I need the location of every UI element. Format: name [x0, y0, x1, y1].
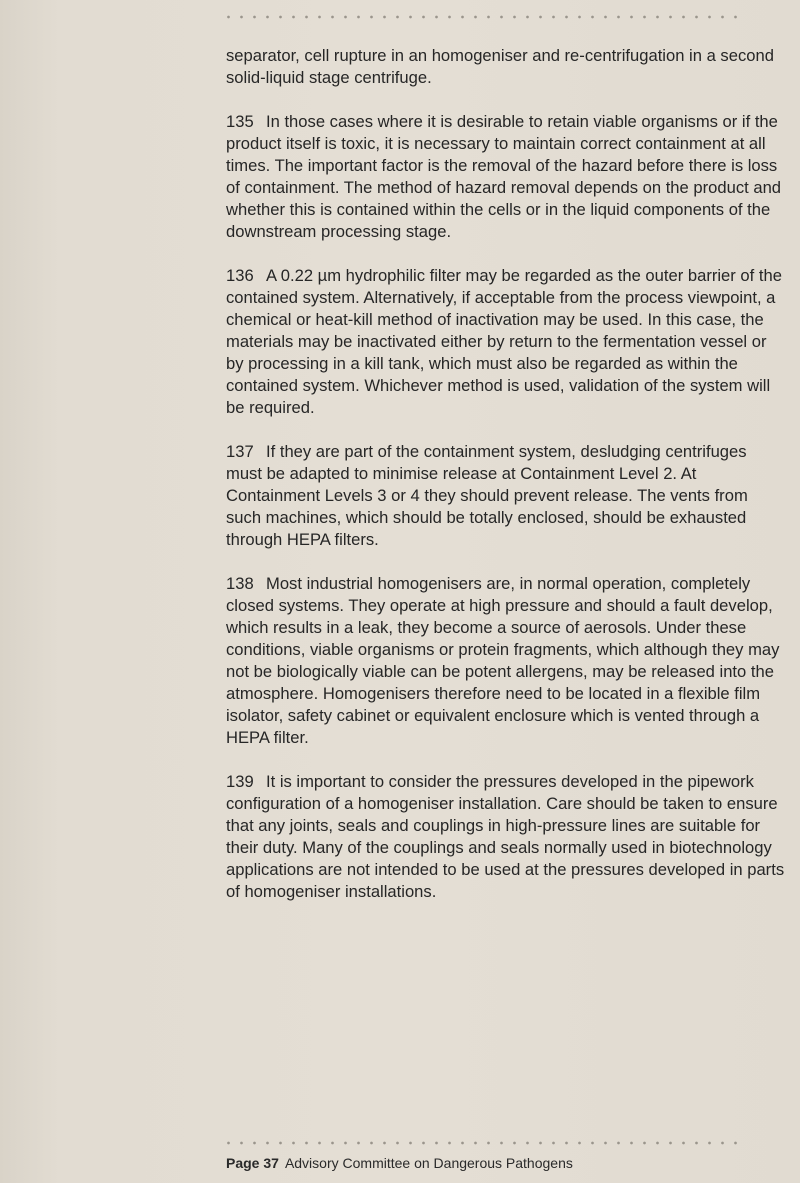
- paragraph-text: In those cases where it is desirable to retain viable organisms or if the product itself is toxic, it is necessary to maintain correct containment at all times. The important factor is the removal of the hazard before there is loss of containment. The method of hazard removal depends on the product and whether this is contained within the cells or in the liquid components of the downstream processing stage.: [226, 112, 782, 241]
- paragraph-text: Most industrial homogenisers are, in normal operation, completely closed systems. They operate at high pressure and should a fault develop, which results in a leak, they become a source of aerosols. Under these conditions, viable organisms or protein fragments, which although they may not be biologically viable can be potent allergens, may be released into the atmosphere. Homogenisers therefore need to be located in a flexible film isolator, safety cabinet or equivalent enclosure which is vented through a HEPA filter.: [226, 574, 780, 747]
- paragraph-number: 136: [226, 266, 254, 285]
- paragraph-continuation: [226, 45, 786, 89]
- paragraph-text: It is important to consider the pressures developed in the pipework configuration of a homogeniser installation. Care should be taken to ensure that any joints, seals and couplings in high-pressure lines are suitable for their duty. Many of the couplings and seals normally used in biotechnology applications are not intended to be used at the pressures developed in parts of homogeniser installations.: [226, 772, 785, 901]
- paragraph-137: [226, 441, 786, 551]
- paragraph-number: 139: [226, 772, 254, 791]
- paragraph-136: [226, 265, 786, 419]
- footer-organisation: Advisory Committee on Dangerous Pathogens: [284, 1155, 573, 1171]
- paragraph-138: [226, 573, 786, 749]
- paragraph-number: 135: [226, 112, 254, 131]
- paragraph-text: separator, cell rupture in an homogeniser and re-centrifugation in a second solid-liquid stage centrifuge.: [226, 46, 774, 87]
- page-footer: [226, 1155, 573, 1171]
- paragraph-text: A 0.22 µm hydrophilic filter may be regarded as the outer barrier of the contained system. Alternatively, if acceptable from the process viewpoint, a chemical or heat-kill method of inactivation may be used. In this case, the materials may be inactivated either by return to the fermentation vessel or by processing in a kill tank, which must also be regarded as within the contained system. Whichever method is used, validation of the system will be required.: [226, 266, 782, 417]
- top-dotted-rule: [222, 14, 747, 20]
- paragraph-139: [226, 771, 786, 903]
- body-text: [226, 45, 786, 925]
- bottom-dotted-rule: [222, 1140, 747, 1146]
- paragraph-number: 138: [226, 574, 254, 593]
- paragraph-135: [226, 111, 786, 243]
- paragraph-text: If they are part of the containment system, desludging centrifuges must be adapted to minimise release at Containment Level 2. At Containment Levels 3 or 4 they should prevent release. The vents from such machines, which should be totally enclosed, should be exhausted through HEPA filters.: [226, 442, 748, 549]
- paragraph-number: 137: [226, 442, 254, 461]
- page-number: Page 37: [226, 1155, 279, 1171]
